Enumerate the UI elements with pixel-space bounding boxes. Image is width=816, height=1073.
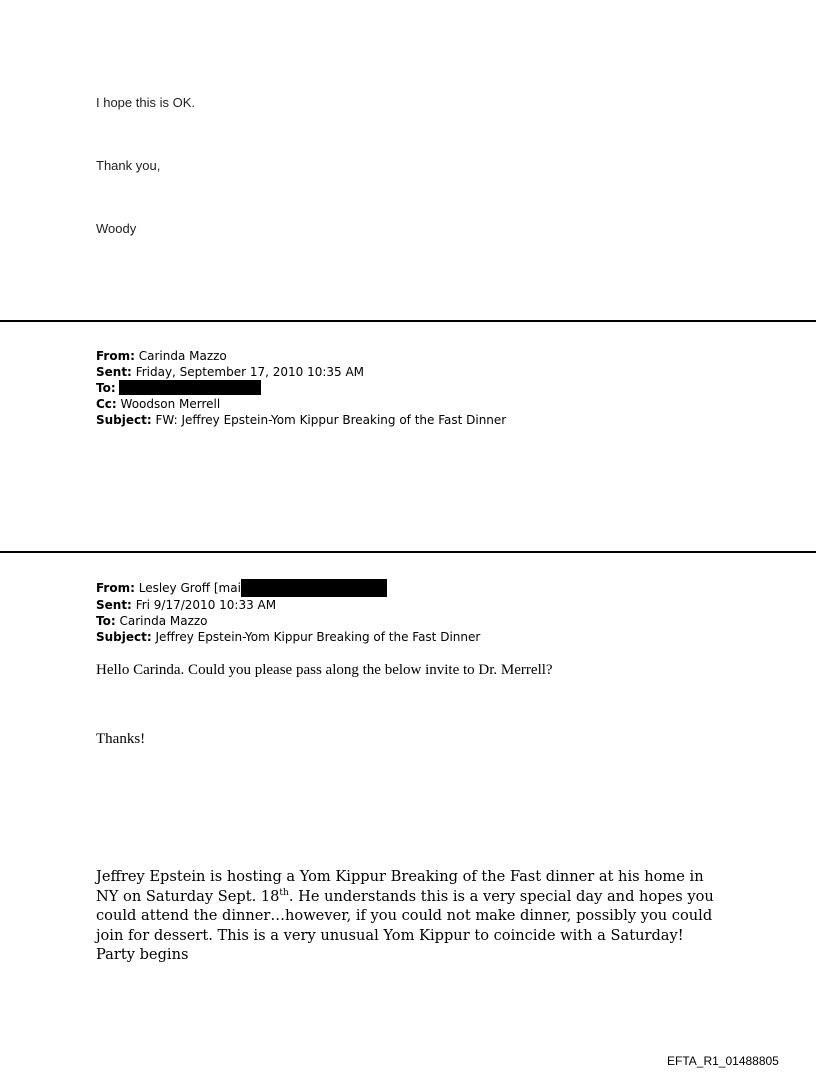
subject-value: FW: Jeffrey Epstein-Yom Kippur Breaking of the Fast Dinner	[155, 413, 507, 427]
to-row	[96, 380, 506, 396]
cc-label: Cc:	[96, 397, 117, 411]
sent-row	[96, 364, 506, 380]
subject-value: Jeffrey Epstein-Yom Kippur Breaking of the Fast Dinner	[155, 630, 481, 644]
from-row	[96, 348, 506, 364]
from-label: From:	[96, 349, 135, 363]
sent-value: Fri 9/17/2010 10:33 AM	[135, 598, 277, 612]
thanks: Thanks!	[96, 731, 146, 747]
to-label: To:	[96, 381, 116, 395]
from-value: Lesley Groff [mai	[138, 581, 241, 595]
from-label: From:	[96, 581, 135, 595]
email-header-1	[96, 348, 506, 428]
redaction-box	[119, 380, 261, 395]
email-header-2	[96, 580, 480, 645]
to-label: To:	[96, 614, 116, 628]
divider-2	[0, 551, 816, 553]
from-value: Carinda Mazzo	[138, 349, 227, 363]
sent-row	[96, 597, 480, 613]
signature: Woody	[96, 221, 137, 236]
sent-label: Sent:	[96, 598, 132, 612]
from-row	[96, 580, 480, 597]
sent-label: Sent:	[96, 365, 132, 379]
para-part-1: Jeffrey Epstein is hosting a Yom Kippur Breaking of the Fast dinner at his home in NY on Saturday Sept. 18	[96, 868, 704, 905]
to-row	[96, 613, 480, 629]
subject-label: Subject:	[96, 630, 152, 644]
redaction-box	[241, 579, 387, 597]
divider-1	[0, 320, 816, 322]
cc-row	[96, 396, 506, 412]
to-value: Carinda Mazzo	[119, 614, 208, 628]
cc-value: Woodson Merrell	[120, 397, 221, 411]
document-id: EFTA_R1_01488805	[667, 1054, 779, 1068]
subject-row	[96, 412, 506, 428]
para-superscript: th	[279, 887, 289, 898]
invite-paragraph	[96, 867, 721, 965]
subject-label: Subject:	[96, 413, 152, 427]
para-part-2: . He understands this is a very special day and hopes you could attend the dinner…however, if you could not make dinner, possibly you could join for dessert. This is a very unusual Yom Kippur to coincide with a Saturday! Party begins	[96, 887, 714, 963]
sent-value: Friday, September 17, 2010 10:35 AM	[135, 365, 365, 379]
greeting: Hello Carinda. Could you please pass along the below invite to Dr. Merrell?	[96, 662, 553, 678]
subject-row	[96, 629, 480, 645]
closing-line-2: Thank you,	[96, 158, 161, 173]
closing-line-1: I hope this is OK.	[96, 95, 195, 110]
